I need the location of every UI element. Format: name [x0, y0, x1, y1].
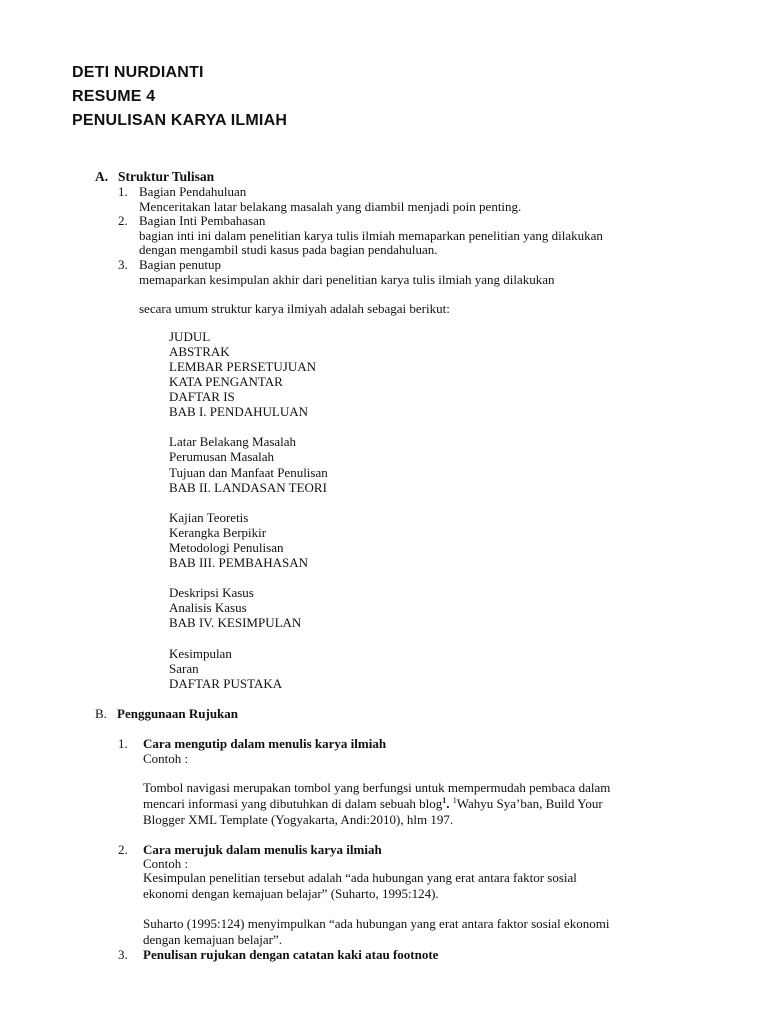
- structure-list-item: Deskripsi Kasus: [169, 585, 254, 600]
- structure-list-item: DAFTAR PUSTAKA: [169, 676, 283, 691]
- structure-list-item: Tujuan dan Manfaat Penulisan: [169, 465, 328, 480]
- structure-list-item: LEMBAR PERSETUJUAN: [169, 359, 316, 374]
- section-a-item-title: Bagian Pendahuluan: [139, 184, 247, 199]
- section-a-item-text: dengan mengambil studi kasus pada bagian pendahuluan.: [139, 242, 438, 257]
- section-a-item-text: Menceritakan latar belakang masalah yang diambil menjadi poin penting.: [139, 199, 522, 214]
- section-a-item-number: 3.: [118, 257, 128, 272]
- section-a-title: Struktur Tulisan: [118, 169, 215, 184]
- section-b-item-number: 2.: [118, 842, 128, 857]
- quote-text: Blogger XML Template (Yogyakarta, Andi:2010), hlm 197.: [143, 812, 454, 827]
- section-a-item-text: bagian inti ini dalam penelitian karya tulis ilmiah memaparkan penelitian yang dilakukan: [139, 228, 603, 243]
- structure-list-item: Saran: [169, 661, 199, 676]
- quote-text: Suharto (1995:124) menyimpulkan “ada hubungan yang erat antara faktor sosial ekonomi: [143, 916, 610, 931]
- section-b-letter: B.: [95, 706, 107, 721]
- quote-text: dengan kemajuan belajar”.: [143, 932, 282, 947]
- structure-list-item: Perumusan Masalah: [169, 449, 275, 464]
- section-b-item-title: Cara merujuk dalam menulis karya ilmiah: [143, 842, 382, 857]
- example-label: Contoh :: [143, 856, 189, 871]
- structure-list-item: BAB II. LANDASAN TEORI: [169, 480, 327, 495]
- structure-list-item: JUDUL: [169, 329, 211, 344]
- resume-label: RESUME 4: [72, 88, 156, 105]
- quote-text: ekonomi dengan kemajuan belajar” (Suharto, 1995:124).: [143, 886, 439, 901]
- structure-list-item: Analisis Kasus: [169, 600, 247, 615]
- structure-list-item: BAB I. PENDAHULUAN: [169, 404, 309, 419]
- section-a-letter: A.: [95, 169, 109, 184]
- section-a-item-title: Bagian penutup: [139, 257, 221, 272]
- section-a-item-title: Bagian Inti Pembahasan: [139, 213, 266, 228]
- section-b-item-title: Cara mengutip dalam menulis karya ilmiah: [143, 736, 387, 751]
- quote-text: mencari informasi yang dibutuhkan di dalam sebuah blog: [143, 796, 443, 811]
- structure-list-item: Kerangka Berpikir: [169, 525, 267, 540]
- section-a-item-text: memaparkan kesimpulan akhir dari penelitian karya tulis ilmiah yang dilakukan: [139, 272, 555, 287]
- structure-list-item: Kajian Teoretis: [169, 510, 249, 525]
- section-a-item-number: 1.: [118, 184, 128, 199]
- structure-list-item: KATA PENGANTAR: [169, 374, 283, 389]
- structure-intro: secara umum struktur karya ilmiyah adalah sebagai berikut:: [139, 301, 450, 316]
- footnote-marker: 1: [442, 796, 447, 805]
- section-b-title: Penggunaan Rujukan: [117, 706, 239, 721]
- structure-list-item: Kesimpulan: [169, 646, 232, 661]
- section-b-item-title: Penulisan rujukan dengan catatan kaki atau footnote: [143, 947, 439, 962]
- structure-list-item: BAB III. PEMBAHASAN: [169, 555, 309, 570]
- structure-list-item: Latar Belakang Masalah: [169, 434, 297, 449]
- quote-text: Kesimpulan penelitian tersebut adalah “ada hubungan yang erat antara faktor sosial: [143, 870, 577, 885]
- author-name: DETI NURDIANTI: [72, 64, 204, 81]
- structure-list-item: BAB IV. KESIMPULAN: [169, 615, 302, 630]
- footnote-reference: 1: [452, 796, 457, 805]
- section-b-item-number: 1.: [118, 736, 128, 751]
- example-label: Contoh :: [143, 751, 189, 766]
- structure-list-item: Metodologi Penulisan: [169, 540, 284, 555]
- structure-list-item: ABSTRAK: [169, 344, 230, 359]
- footnote-separator: .: [446, 796, 453, 811]
- structure-list-item: DAFTAR IS: [169, 389, 235, 404]
- quote-text: Tombol navigasi merupakan tombol yang berfungsi untuk mempermudah pembaca dalam: [143, 780, 611, 795]
- quote-text-with-footnote: [143, 796, 603, 812]
- section-a-item-number: 2.: [118, 213, 128, 228]
- section-b-item-number: 3.: [118, 947, 128, 962]
- footnote-citation: Wahyu Sya’ban, Build Your: [456, 796, 603, 811]
- document-title: PENULISAN KARYA ILMIAH: [72, 112, 288, 129]
